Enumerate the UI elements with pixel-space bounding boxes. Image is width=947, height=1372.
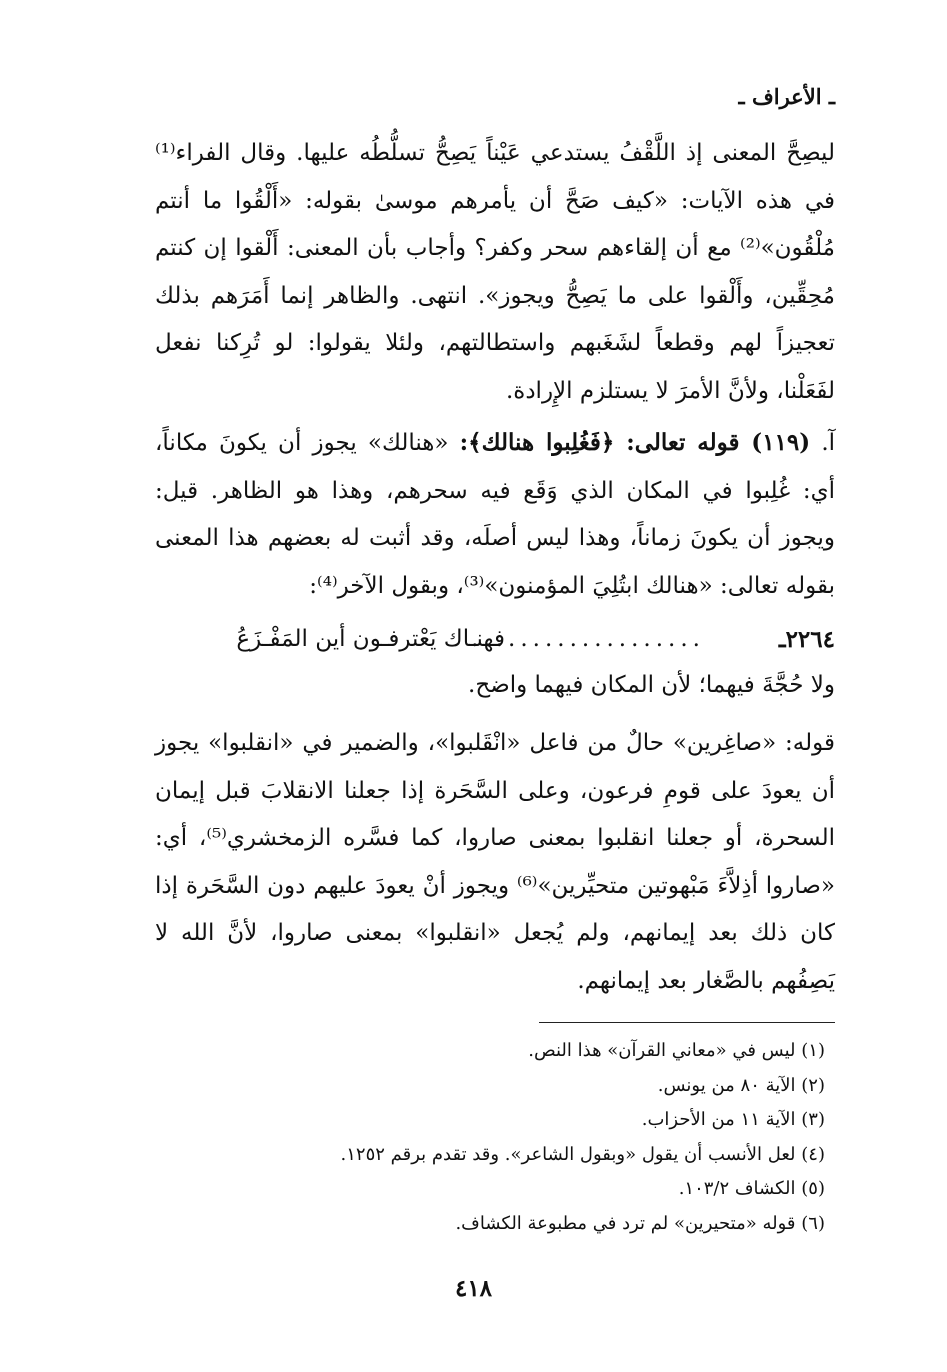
verse-ellipsis: ................... [471,626,705,652]
footnotes-list [155,1034,825,1241]
footnote-number: (٢) [801,1074,825,1096]
footnote-divider [539,1022,835,1023]
footnote-number: (٦) [801,1212,825,1234]
footnote-text: قوله «متحيرين» لم ترد في مطبوعة الكشاف. [455,1212,796,1234]
footnote-text: الآية ٨٠ من يونس. [657,1074,796,1096]
verse-number: ٢٢٦٤ـ [778,626,835,653]
footnote-number: (٤) [801,1143,825,1165]
paragraph-2 [155,419,835,610]
verse-text: فهنـاك يَعْترفـون أين المَفْـزَعُ [236,626,505,652]
footnote-number: (٣) [801,1109,825,1130]
after-verse-line: ولا حُجَّةَ فيهما؛ لأن المكان فيهما واضح. [468,672,835,698]
footnote-number: (١) [801,1040,825,1061]
footnote-item [155,1103,825,1138]
footnote-item [155,1034,825,1069]
verse-marker: آ. [821,430,836,456]
paragraph-3: قوله: «صاغِرين» حالٌ من فاعل «انْقَلبوا»، والضمير في «انقلبوا» يجوز أن يعودَ على قومِ فرعون، وعلى السَّحَرة إذا جعلنا الانقلابَ قبل إيمان السحرة، أو جعلنا انقلبوا بمعنى صاروا، كما فسَّره الزمخشري⁽⁵⁾، أي: «صاروا أذِلاَّءَ مَبْهوتين متحيِّرين»⁽⁶⁾ ويجوز أنْ يعودَ عليهم دون السَّحَرة إذا كان ذلك بعد إيمانهم، ولم يُجعل «انقلبوا» بمعنى صاروا، لأنَّ الله لا يَصِفُهم بالصَّغار بعد إيمانهم. [155,730,835,994]
footnote-item [155,1138,825,1173]
footnote-text: الكشاف ١٠٣/٢. [678,1178,796,1199]
footnote-item [155,1172,825,1207]
footnote-item [155,1207,825,1242]
paragraph-1: ليصِحَّ المعنى إذ اللَّقْفُ يستدعي عَيْناً يَصِحُّ تسلُّطُه عليها. وقال الفراء⁽¹⁾ في هذه الآيات: «كيف صَحَّ أن يأمرهم موسىٰ بقوله: «أَلْقُوا ما أنتم مُلْقُون»⁽²⁾ مع أن إلقاءهم سحر وكفر؟ وأجاب بأن المعنى: أَلْقوا إن كنتم مُحِقِّين، وأَلْقوا على ما يَصِحُّ ويجوز». انتهى. والظاهر إنما أَمَرَهم بذلك تعجيزاً لهم وقطعاً لشَغَبهم واستطالتهم، ولئلا يقولوا: لو تُرِكنا نفعل لفَعَلْنا، ولأنَّ الأمرَ لا يستلزم الإِرادة. [155,140,835,404]
running-header: ـ الأعراف ـ [738,84,835,109]
footnote-text: ليس في «معاني القرآن» هذا النص. [528,1040,796,1061]
footnote-item [155,1069,825,1104]
paragraph-2-body: «هنالك» يجوز أن يكونَ مكاناً، أي: غُلِبوا في المكان الذي وَقَع فيه سحرهم، وهذا هو الظاهر. قيل: ويجوز أن يكونَ زماناً، وهذا ليس أصلَه، وقد أثبت له بعضهم هذا المعنى بقوله تعالى: «هنالك ابتُلِيَ المؤمنون»⁽³⁾، وبقول الآخر⁽⁴⁾: [155,430,835,599]
footnote-number: (٥) [801,1178,825,1199]
page-number: ٤١٨ [454,1275,493,1302]
footnote-text: الآية ١١ من الأحزاب. [641,1109,796,1130]
verse-heading: (١١٩) قوله تعالى: ﴿فَغُلِبوا هنالك﴾: [459,429,811,456]
footnote-text: لعل الأنسب أن يقول «وبقول الشاعر». وقد تقدم برقم ١٢٥٢. [340,1143,796,1165]
